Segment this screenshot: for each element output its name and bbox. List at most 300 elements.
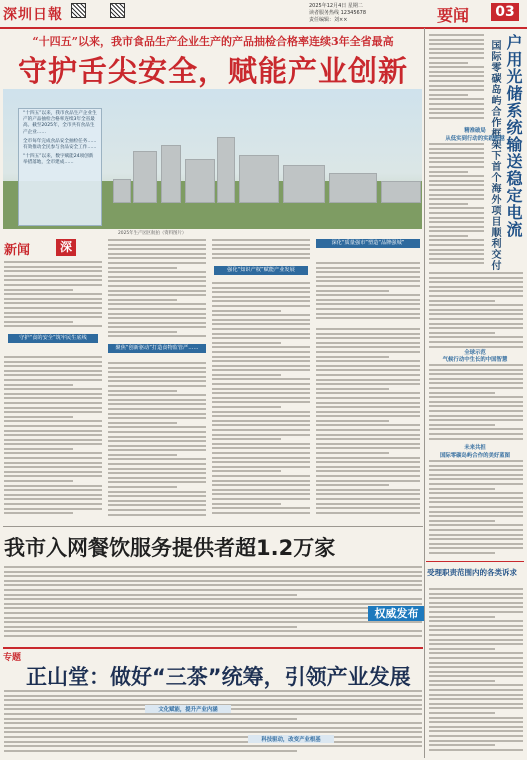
text-line	[212, 466, 310, 468]
text-line	[212, 457, 310, 459]
text-line	[429, 657, 523, 659]
text-line	[108, 500, 206, 502]
text-line	[429, 405, 523, 407]
text-line	[429, 749, 523, 751]
text-line	[429, 396, 523, 398]
text-line	[4, 589, 422, 591]
text-line	[108, 468, 206, 470]
text-line	[429, 433, 523, 435]
text-line	[212, 498, 310, 500]
text-line	[429, 98, 484, 100]
text-line	[4, 316, 102, 318]
text-line	[108, 371, 206, 373]
text-line	[429, 469, 523, 471]
article-text	[212, 282, 310, 520]
text-line	[316, 374, 420, 376]
text-line	[212, 388, 310, 390]
text-line	[429, 272, 523, 274]
text-line	[429, 203, 468, 205]
text-line	[212, 282, 310, 284]
text-line	[108, 322, 206, 324]
text-line	[316, 443, 420, 445]
text-line	[212, 507, 310, 509]
text-line	[108, 504, 206, 506]
text-line	[108, 422, 177, 424]
text-line	[429, 194, 484, 196]
divider	[3, 526, 423, 527]
text-line	[316, 262, 420, 264]
text-line	[108, 509, 206, 511]
text-line	[316, 271, 420, 273]
fact-item: “十四五”以来，我市食品生产企业生产的产品抽检合格率连续3年全省最高。截至2025年，全市共有食品生产企业……	[23, 111, 97, 135]
text-line	[316, 402, 420, 404]
text-line	[108, 317, 206, 319]
text-line	[429, 520, 495, 522]
service-line: 读者服务热线 12345678	[309, 10, 367, 16]
text-line	[429, 382, 523, 384]
text-line	[429, 309, 523, 311]
text-line	[212, 374, 281, 376]
text-line	[212, 314, 310, 316]
text-line	[429, 39, 484, 41]
text-line	[316, 356, 389, 358]
text-line	[4, 745, 422, 747]
text-line	[4, 494, 102, 496]
text-line	[4, 498, 102, 500]
text-line	[316, 379, 420, 381]
text-line	[429, 112, 484, 114]
text-line	[429, 161, 484, 163]
news-deep-label	[4, 239, 72, 258]
text-line	[212, 244, 310, 246]
text-line	[4, 452, 102, 454]
text-line	[429, 235, 468, 237]
text-line	[429, 593, 523, 595]
news-label: 新闻	[4, 243, 31, 258]
text-line	[108, 326, 206, 328]
text-line	[316, 383, 420, 385]
text-line	[316, 392, 420, 394]
text-line	[4, 312, 102, 314]
text-line	[4, 261, 102, 263]
text-line	[4, 580, 422, 582]
text-line	[4, 411, 102, 413]
text-line	[108, 362, 206, 364]
text-line	[4, 356, 102, 358]
text-line	[316, 470, 420, 472]
text-line	[212, 434, 310, 436]
text-line	[429, 373, 523, 375]
text-line	[316, 420, 389, 422]
text-line	[429, 675, 523, 677]
article-text	[4, 566, 422, 640]
text-line	[212, 356, 310, 358]
text-line	[429, 332, 495, 334]
text-line	[4, 325, 102, 327]
story-kicker: “十四五”以来，我市食品生产企业生产的产品抽检合格率连续3年全省最高	[32, 35, 394, 48]
text-line	[429, 75, 484, 77]
text-line	[429, 239, 484, 241]
text-line	[429, 364, 523, 366]
text-line	[429, 534, 523, 536]
text-line	[429, 506, 523, 508]
article-text	[429, 588, 523, 758]
text-line	[429, 103, 484, 105]
text-line	[4, 370, 102, 372]
text-line	[4, 612, 422, 614]
text-line	[429, 497, 523, 499]
text-line	[429, 707, 523, 709]
text-line	[4, 284, 102, 286]
text-line	[429, 401, 523, 403]
text-line	[4, 584, 422, 586]
text-line	[4, 293, 102, 295]
text-line	[212, 365, 310, 367]
right-headline: 户用光储系统输送稳定电流	[504, 34, 523, 238]
article-text	[429, 364, 523, 444]
text-line	[212, 512, 310, 514]
text-line	[316, 466, 420, 468]
text-line	[429, 483, 523, 485]
text-line	[108, 367, 206, 369]
text-line	[4, 736, 422, 738]
text-line	[4, 630, 422, 632]
text-line	[429, 62, 468, 64]
right-section-label: 全球示范	[464, 350, 486, 356]
text-line	[429, 387, 523, 389]
text-line	[108, 380, 206, 382]
text-line	[4, 462, 102, 464]
text-line	[429, 198, 484, 200]
text-line	[316, 280, 420, 282]
page-number: 03	[491, 3, 519, 21]
text-line	[429, 735, 523, 737]
article-text	[4, 356, 102, 520]
text-line	[4, 475, 102, 477]
text-line	[108, 481, 206, 483]
text-line	[429, 698, 523, 700]
main-headline: 守护舌尖安全，赋能产业创新	[17, 54, 408, 88]
text-line	[429, 629, 523, 631]
text-line	[212, 397, 310, 399]
divider	[426, 561, 524, 562]
text-line	[316, 452, 389, 454]
text-line	[108, 454, 177, 456]
text-line	[429, 304, 523, 306]
text-line	[4, 598, 422, 600]
text-line	[4, 607, 422, 609]
text-line	[429, 369, 523, 371]
text-line	[429, 108, 484, 110]
text-line	[212, 291, 310, 293]
text-line	[429, 323, 523, 325]
right-section-subtitle: 气候行动中生长的中国智慧	[442, 357, 508, 363]
text-line	[429, 290, 523, 292]
facts-panel	[18, 108, 102, 226]
text-line	[429, 465, 523, 467]
text-line	[429, 226, 484, 228]
text-line	[212, 383, 310, 385]
text-line	[429, 671, 523, 673]
article-text	[316, 328, 420, 520]
text-line	[4, 289, 73, 291]
text-line	[316, 346, 420, 348]
text-line	[429, 336, 523, 338]
masthead	[0, 0, 527, 29]
text-line	[429, 648, 495, 650]
text-line	[108, 303, 206, 305]
text-line	[429, 460, 523, 462]
text-line	[4, 416, 73, 418]
text-line	[4, 621, 422, 623]
text-line	[316, 461, 420, 463]
text-line	[4, 690, 422, 692]
text-line	[429, 180, 484, 182]
text-line	[429, 327, 523, 329]
text-line	[429, 552, 495, 554]
text-line	[212, 503, 281, 505]
text-line	[212, 475, 310, 477]
text-line	[108, 417, 206, 419]
text-line	[429, 89, 484, 91]
text-line	[429, 341, 523, 343]
text-line	[212, 452, 310, 454]
text-line	[212, 257, 310, 259]
text-line	[429, 410, 523, 412]
text-line	[4, 489, 102, 491]
text-line	[429, 286, 523, 288]
text-line	[212, 360, 310, 362]
text-line	[108, 239, 206, 241]
text-line	[429, 620, 523, 622]
text-line	[429, 48, 484, 50]
text-line	[212, 239, 310, 241]
newspaper-logo: 深圳日報	[3, 7, 63, 23]
text-line	[108, 280, 206, 282]
text-line	[108, 486, 177, 488]
text-line	[212, 351, 310, 353]
text-line	[429, 643, 523, 645]
text-line	[429, 43, 484, 45]
qr-code-icon	[110, 3, 125, 18]
text-line	[316, 290, 389, 292]
text-line	[108, 495, 206, 497]
second-headline: 我市入网餐饮服务提供者超1.2万家	[4, 536, 336, 560]
section-title: 要闻	[437, 6, 470, 25]
text-line	[108, 408, 206, 410]
text-line	[212, 253, 310, 255]
text-line	[4, 727, 422, 729]
text-line	[212, 489, 310, 491]
text-line	[108, 403, 206, 405]
text-line	[429, 538, 523, 540]
text-line	[4, 439, 102, 441]
text-line	[212, 305, 310, 307]
text-line	[316, 507, 420, 509]
text-line	[429, 703, 523, 705]
text-line	[429, 253, 484, 255]
text-line	[4, 508, 102, 510]
text-line	[108, 431, 206, 433]
article-text	[4, 690, 422, 758]
feature-section-label: 专题	[3, 653, 22, 663]
text-line	[429, 602, 523, 604]
text-line	[316, 424, 420, 426]
text-line	[212, 342, 281, 344]
text-line	[4, 699, 422, 701]
text-line	[429, 57, 484, 59]
text-line	[316, 369, 420, 371]
text-line	[4, 434, 102, 436]
text-line	[316, 406, 420, 408]
text-line	[429, 611, 523, 613]
text-line	[212, 406, 281, 408]
text-line	[108, 376, 206, 378]
text-line	[108, 290, 206, 292]
text-line	[212, 323, 310, 325]
text-line	[316, 342, 420, 344]
text-line	[212, 337, 310, 339]
text-line	[4, 425, 102, 427]
text-line	[429, 378, 523, 380]
text-line	[4, 731, 422, 733]
text-line	[4, 741, 422, 743]
text-line	[4, 407, 102, 409]
text-line	[429, 694, 523, 696]
text-line	[212, 461, 310, 463]
text-line	[429, 258, 484, 260]
text-line	[108, 335, 206, 337]
text-line	[108, 276, 206, 278]
text-line	[429, 684, 523, 686]
text-line	[108, 477, 206, 479]
text-line	[316, 434, 420, 436]
text-line	[429, 492, 523, 494]
text-line	[108, 331, 177, 333]
text-line	[4, 471, 102, 473]
text-line	[316, 415, 420, 417]
text-line	[212, 424, 310, 426]
text-line	[108, 440, 206, 442]
text-line	[429, 313, 523, 315]
text-line	[108, 294, 206, 296]
text-line	[108, 491, 206, 493]
text-line	[429, 207, 484, 209]
text-line	[429, 529, 523, 531]
text-line	[316, 498, 420, 500]
text-line	[429, 488, 495, 490]
text-line	[429, 524, 523, 526]
text-line	[316, 438, 420, 440]
text-line	[4, 718, 297, 720]
text-line	[429, 34, 484, 36]
text-line	[316, 285, 420, 287]
text-line	[212, 300, 310, 302]
text-line	[108, 262, 206, 264]
text-line	[4, 393, 102, 395]
article-text	[212, 239, 310, 263]
text-line	[429, 85, 484, 87]
right-section-subtitle: 国际零碳岛屿合作的美好蓝图	[439, 453, 511, 459]
text-line	[108, 445, 206, 447]
text-line	[316, 512, 420, 514]
article-text	[316, 262, 420, 324]
text-line	[316, 397, 420, 399]
text-line	[429, 281, 523, 283]
feature-headline: 正山堂：做好“三茶”统筹，引领产业发展	[26, 665, 411, 689]
text-line	[429, 730, 523, 732]
text-line	[429, 712, 495, 714]
fact-item: “十四五”以来，数字赋能24项创新举措落地，全市建成……	[23, 154, 94, 166]
text-line	[429, 244, 484, 246]
text-line	[4, 466, 102, 468]
text-line	[4, 420, 102, 422]
feature-subhead: 科技驱动，改变产业根基	[248, 735, 334, 743]
text-line	[108, 253, 206, 255]
article-text	[429, 34, 484, 124]
article-text	[429, 272, 523, 352]
text-line	[429, 680, 495, 682]
text-line	[429, 94, 468, 96]
text-line	[108, 436, 206, 438]
text-line	[4, 503, 102, 505]
text-line	[108, 308, 206, 310]
article-text	[108, 362, 206, 520]
text-line	[212, 392, 310, 394]
text-line	[316, 365, 420, 367]
right-section-subtitle: 从低实到行动的实践跨越	[445, 136, 505, 142]
text-line	[429, 171, 468, 173]
text-line	[4, 617, 422, 619]
text-line	[212, 346, 310, 348]
text-line	[429, 424, 495, 426]
text-line	[429, 230, 484, 232]
text-line	[429, 588, 523, 590]
text-line	[429, 318, 523, 320]
text-line	[316, 475, 420, 477]
date-line: 2025年12月4日 星期二	[309, 3, 363, 9]
text-line	[4, 485, 102, 487]
text-line	[212, 493, 310, 495]
text-line	[4, 713, 422, 715]
text-line	[4, 397, 102, 399]
text-line	[108, 413, 206, 415]
text-line	[4, 443, 102, 445]
text-line	[429, 249, 484, 251]
authority-release-label: 权威发布	[368, 606, 425, 621]
text-line	[108, 472, 206, 474]
text-line	[4, 457, 102, 459]
text-line	[429, 721, 523, 723]
text-line	[429, 66, 484, 68]
text-line	[4, 430, 102, 432]
text-line	[4, 266, 102, 268]
text-line	[316, 480, 420, 482]
text-line	[212, 333, 310, 335]
text-line	[212, 310, 281, 312]
text-line	[108, 394, 206, 396]
article-text	[108, 239, 206, 343]
text-line	[429, 597, 523, 599]
editor-line: 责任编辑：刘××	[309, 17, 348, 23]
text-line	[212, 378, 310, 380]
text-line	[429, 221, 484, 223]
text-line	[108, 299, 177, 301]
text-line	[429, 143, 484, 145]
text-line	[4, 302, 102, 304]
text-line	[4, 722, 422, 724]
text-line	[4, 626, 297, 628]
